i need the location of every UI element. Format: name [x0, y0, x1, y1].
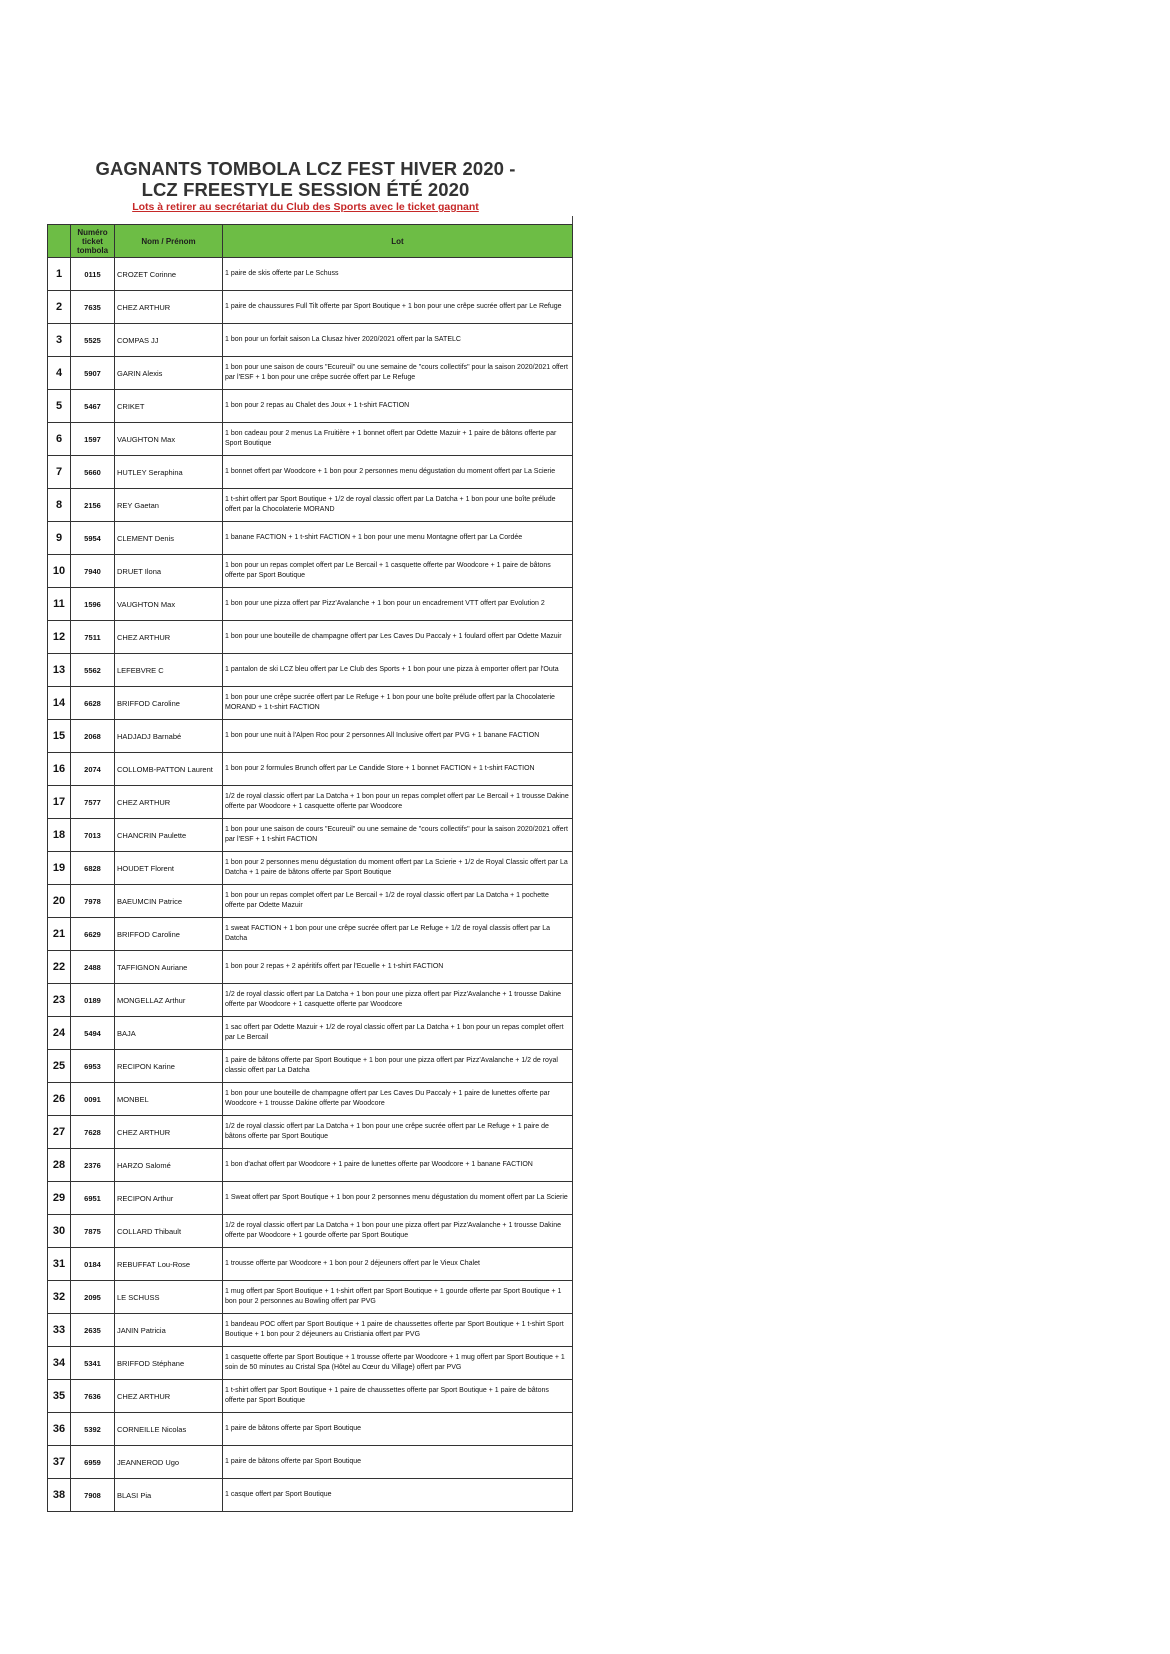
prize-description: 1 pantalon de ski LCZ bleu offert par Le Club des Sports + 1 bon pour une pizza à emporter offert par l'Outa	[223, 654, 573, 687]
ticket-number: 2635	[71, 1314, 115, 1347]
winner-name: GARIN Alexis	[115, 357, 223, 390]
ticket-number: 2376	[71, 1149, 115, 1182]
prize-description: 1 bon pour une bouteille de champagne offert par Les Caves Du Paccaly + 1 paire de lunettes offerte par Woodcore + 1 trousse Dakine offerte par Woodcore	[223, 1083, 573, 1116]
winner-name: LE SCHUSS	[115, 1281, 223, 1314]
table-header-row	[48, 225, 573, 258]
ticket-number: 5660	[71, 456, 115, 489]
row-index: 20	[48, 885, 71, 918]
winner-name: HADJADJ Barnabé	[115, 720, 223, 753]
ticket-number: 5954	[71, 522, 115, 555]
winners-table	[47, 224, 573, 1512]
table-row	[48, 1380, 573, 1413]
prize-description: 1 bon pour une saison de cours "Ecureuil" ou une semaine de "cours collectifs" pour la saison 2020/2021 offert par l'ESF + 1 bon pour une crêpe sucrée offert par Le Refuge	[223, 357, 573, 390]
winner-name: CHEZ ARTHUR	[115, 1380, 223, 1413]
row-index: 27	[48, 1116, 71, 1149]
row-index: 3	[48, 324, 71, 357]
ticket-number: 1597	[71, 423, 115, 456]
table-row	[48, 918, 573, 951]
prize-description: 1 bon pour une pizza offert par Pizz'Avalanche + 1 bon pour un encadrement VTT offert par Evolution 2	[223, 588, 573, 621]
prize-description: 1 sac offert par Odette Mazuir + 1/2 de royal classic offert par La Datcha + 1 bon pour un repas complet offert par Le Bercail	[223, 1017, 573, 1050]
row-index: 9	[48, 522, 71, 555]
page-title-line-1: GAGNANTS TOMBOLA LCZ FEST HIVER 2020 -	[95, 158, 516, 179]
table-row	[48, 1446, 573, 1479]
prize-description: 1 t-shirt offert par Sport Boutique + 1/2 de royal classic offert par La Datcha + 1 bon pour une boîte prélude offert par la Chocolaterie MORAND	[223, 489, 573, 522]
winner-name: JANIN Patricia	[115, 1314, 223, 1347]
prize-description: 1 mug offert par Sport Boutique + 1 t-shirt offert par Sport Boutique + 1 gourde offerte par Sport Boutique + 1 bon pour 2 personnes au Bowling offert par PVG	[223, 1281, 573, 1314]
table-row	[48, 1083, 573, 1116]
row-index: 37	[48, 1446, 71, 1479]
table-row	[48, 1215, 573, 1248]
table-row	[48, 984, 573, 1017]
table-row	[48, 786, 573, 819]
prize-description: 1 sweat FACTION + 1 bon pour une crêpe sucrée offert par Le Refuge + 1/2 de royal classis offert par La Datcha	[223, 918, 573, 951]
prize-description: 1/2 de royal classic offert par La Datcha + 1 bon pour une pizza offert par Pizz'Avalanche + 1 trousse Dakine offerte par Woodcore + 1 gourde offerte par Sport Boutique	[223, 1215, 573, 1248]
page-title-line-2: LCZ FREESTYLE SESSION ÉTÉ 2020	[141, 179, 470, 200]
row-index: 32	[48, 1281, 71, 1314]
row-index: 1	[48, 258, 71, 291]
prize-description: 1 casquette offerte par Sport Boutique + 1 trousse offerte par Woodcore + 1 mug offert par Sport Boutique + 1 soin de 50 minutes au Cristal Spa (Hôtel au Cœur du Village) offert par PVG	[223, 1347, 573, 1380]
row-index: 35	[48, 1380, 71, 1413]
table-row	[48, 1347, 573, 1380]
winner-name: REY Gaetan	[115, 489, 223, 522]
row-index: 31	[48, 1248, 71, 1281]
prize-description: 1 bonnet offert par Woodcore + 1 bon pour 2 personnes menu dégustation du moment offert par La Scierie	[223, 456, 573, 489]
prize-description: 1 bandeau POC offert par Sport Boutique + 1 paire de chaussettes offerte par Sport Boutique + 1 t-shirt Sport Boutique + 1 bon pour 2 déjeuners au Cristiania offert par PVG	[223, 1314, 573, 1347]
row-index: 29	[48, 1182, 71, 1215]
prize-description: 1 bon pour 2 repas au Chalet des Joux + 1 t-shirt FACTION	[223, 390, 573, 423]
page-subtitle: Lots à retirer au secrétariat du Club des Sports avec le ticket gagnant	[132, 201, 479, 213]
table-row	[48, 1413, 573, 1446]
winner-name: MONGELLAZ Arthur	[115, 984, 223, 1017]
table-row	[48, 1017, 573, 1050]
row-index: 34	[48, 1347, 71, 1380]
prize-description: 1 bon pour une bouteille de champagne offert par Les Caves Du Paccaly + 1 foulard offert par Odette Mazuir	[223, 621, 573, 654]
table-row	[48, 456, 573, 489]
table-body	[48, 258, 573, 1512]
winner-name: CHEZ ARTHUR	[115, 621, 223, 654]
prize-description: 1/2 de royal classic offert par La Datcha + 1 bon pour une pizza offert par Pizz'Avalanche + 1 trousse Dakine offerte par Woodcore + 1 casquette offerte par Woodcore	[223, 984, 573, 1017]
prize-description: 1 bon pour une nuit à l'Alpen Roc pour 2 personnes All Inclusive offert par PVG + 1 banane FACTION	[223, 720, 573, 753]
prize-description: 1 casque offert par Sport Boutique	[223, 1479, 573, 1512]
ticket-number: 5341	[71, 1347, 115, 1380]
winner-name: CROZET Corinne	[115, 258, 223, 291]
winner-name: REBUFFAT Lou-Rose	[115, 1248, 223, 1281]
winner-name: BLASI Pia	[115, 1479, 223, 1512]
winner-name: VAUGHTON Max	[115, 588, 223, 621]
winner-name: COLLOMB-PATTON Laurent	[115, 753, 223, 786]
ticket-number: 2074	[71, 753, 115, 786]
winner-name: BAEUMCIN Patrice	[115, 885, 223, 918]
winner-name: CHEZ ARTHUR	[115, 1116, 223, 1149]
row-index: 33	[48, 1314, 71, 1347]
table-row	[48, 687, 573, 720]
row-index: 2	[48, 291, 71, 324]
ticket-number: 5494	[71, 1017, 115, 1050]
table-row	[48, 390, 573, 423]
row-index: 26	[48, 1083, 71, 1116]
prize-description: 1 bon pour une saison de cours "Ecureuil" ou une semaine de "cours collectifs" pour la saison 2020/2021 offert par l'ESF + 1 t-shirt FACTION	[223, 819, 573, 852]
header-index	[48, 225, 71, 258]
table-row	[48, 1149, 573, 1182]
winner-name: BRIFFOD Stéphane	[115, 1347, 223, 1380]
table-row	[48, 852, 573, 885]
ticket-number: 1596	[71, 588, 115, 621]
prize-description: 1 trousse offerte par Woodcore + 1 bon pour 2 déjeuners offert par le Vieux Chalet	[223, 1248, 573, 1281]
table-row	[48, 291, 573, 324]
prize-description: 1 bon pour 2 personnes menu dégustation du moment offert par La Scierie + 1/2 de Royal Classic offert par La Datcha + 1 paire de bâtons offerte par Sport Boutique	[223, 852, 573, 885]
ticket-number: 5907	[71, 357, 115, 390]
row-index: 4	[48, 357, 71, 390]
table-row	[48, 753, 573, 786]
winner-name: CHANCRIN Paulette	[115, 819, 223, 852]
ticket-number: 0189	[71, 984, 115, 1017]
prize-description: 1 bon pour un repas complet offert par Le Bercail + 1 casquette offerte par Woodcore + 1 paire de bâtons offerte par Sport Boutique	[223, 555, 573, 588]
table-row	[48, 489, 573, 522]
winner-name: MONBEL	[115, 1083, 223, 1116]
ticket-number: 7013	[71, 819, 115, 852]
ticket-number: 6951	[71, 1182, 115, 1215]
table-row	[48, 720, 573, 753]
winner-name: CLEMENT Denis	[115, 522, 223, 555]
table-row	[48, 555, 573, 588]
row-index: 19	[48, 852, 71, 885]
table-row	[48, 654, 573, 687]
ticket-number: 0091	[71, 1083, 115, 1116]
row-index: 25	[48, 1050, 71, 1083]
winner-name: RECIPON Arthur	[115, 1182, 223, 1215]
table-row	[48, 423, 573, 456]
row-index: 13	[48, 654, 71, 687]
prize-description: 1 paire de chaussures Full Tilt offerte par Sport Boutique + 1 bon pour une crêpe sucrée offert par Le Refuge	[223, 291, 573, 324]
table-row	[48, 951, 573, 984]
row-index: 30	[48, 1215, 71, 1248]
table-row	[48, 621, 573, 654]
row-index: 18	[48, 819, 71, 852]
ticket-number: 2488	[71, 951, 115, 984]
row-index: 23	[48, 984, 71, 1017]
table-row	[48, 357, 573, 390]
row-index: 7	[48, 456, 71, 489]
ticket-number: 6828	[71, 852, 115, 885]
winner-name: HARZO Salomé	[115, 1149, 223, 1182]
prize-description: 1 t-shirt offert par Sport Boutique + 1 paire de chaussettes offerte par Sport Boutique + 1 paire de bâtons offerte par Sport Boutique	[223, 1380, 573, 1413]
row-index: 24	[48, 1017, 71, 1050]
ticket-number: 0115	[71, 258, 115, 291]
ticket-number: 5392	[71, 1413, 115, 1446]
ticket-number: 2156	[71, 489, 115, 522]
table-row	[48, 1248, 573, 1281]
ticket-number: 7577	[71, 786, 115, 819]
row-index: 36	[48, 1413, 71, 1446]
ticket-number: 7635	[71, 291, 115, 324]
row-index: 10	[48, 555, 71, 588]
table-row	[48, 588, 573, 621]
ticket-number: 7636	[71, 1380, 115, 1413]
row-index: 12	[48, 621, 71, 654]
ticket-number: 0184	[71, 1248, 115, 1281]
prize-description: 1 Sweat offert par Sport Boutique + 1 bon pour 2 personnes menu dégustation du moment offert par La Scierie	[223, 1182, 573, 1215]
ticket-number: 7628	[71, 1116, 115, 1149]
ticket-number: 6628	[71, 687, 115, 720]
ticket-number: 7511	[71, 621, 115, 654]
table-row	[48, 258, 573, 291]
table-row	[48, 1050, 573, 1083]
table-row	[48, 885, 573, 918]
header-name: Nom / Prénom	[115, 225, 223, 258]
prize-description: 1 paire de bâtons offerte par Sport Boutique + 1 bon pour une pizza offert par Pizz'Avalanche + 1/2 de royal classic offert par La Datcha	[223, 1050, 573, 1083]
ticket-number: 7908	[71, 1479, 115, 1512]
prize-description: 1 bon pour 2 formules Brunch offert par Le Candide Store + 1 bonnet FACTION + 1 t-shirt FACTION	[223, 753, 573, 786]
prize-description: 1 bon pour un forfait saison La Clusaz hiver 2020/2021 offert par la SATELC	[223, 324, 573, 357]
table-row	[48, 819, 573, 852]
ticket-number: 5525	[71, 324, 115, 357]
winner-name: TAFFIGNON Auriane	[115, 951, 223, 984]
ticket-number: 7875	[71, 1215, 115, 1248]
row-index: 15	[48, 720, 71, 753]
row-index: 5	[48, 390, 71, 423]
prize-description: 1 bon pour une crêpe sucrée offert par Le Refuge + 1 bon pour une boîte prélude offert par la Chocolaterie MORAND + 1 t-shirt FACTION	[223, 687, 573, 720]
table-row	[48, 1479, 573, 1512]
winner-name: JEANNEROD Ugo	[115, 1446, 223, 1479]
ticket-number: 5467	[71, 390, 115, 423]
ticket-number: 7940	[71, 555, 115, 588]
winner-name: HUTLEY Seraphina	[115, 456, 223, 489]
row-index: 28	[48, 1149, 71, 1182]
winner-name: COLLARD Thibault	[115, 1215, 223, 1248]
table-row	[48, 1182, 573, 1215]
row-index: 22	[48, 951, 71, 984]
winner-name: CORNEILLE Nicolas	[115, 1413, 223, 1446]
row-index: 11	[48, 588, 71, 621]
winner-name: COMPAS JJ	[115, 324, 223, 357]
winner-name: DRUET Ilona	[115, 555, 223, 588]
table-row	[48, 1281, 573, 1314]
table-row	[48, 1314, 573, 1347]
prize-description: 1 paire de bâtons offerte par Sport Boutique	[223, 1413, 573, 1446]
table-row	[48, 1116, 573, 1149]
prize-description: 1 paire de skis offerte par Le Schuss	[223, 258, 573, 291]
prize-description: 1 bon pour un repas complet offert par Le Bercail + 1/2 de royal classic offert par La Datcha + 1 pochette offerte par Odette Mazuir	[223, 885, 573, 918]
prize-description: 1/2 de royal classic offert par La Datcha + 1 bon pour un repas complet offert par Le Bercail + 1 trousse Dakine offerte par Woodcore + 1 casquette offerte par Woodcore	[223, 786, 573, 819]
header-lot: Lot	[223, 225, 573, 258]
row-index: 16	[48, 753, 71, 786]
winner-name: HOUDET Florent	[115, 852, 223, 885]
winner-name: BRIFFOD Caroline	[115, 687, 223, 720]
prize-description: 1 bon d'achat offert par Woodcore + 1 paire de lunettes offerte par Woodcore + 1 banane FACTION	[223, 1149, 573, 1182]
winner-name: BRIFFOD Caroline	[115, 918, 223, 951]
winner-name: CHEZ ARTHUR	[115, 786, 223, 819]
ticket-number: 2095	[71, 1281, 115, 1314]
row-index: 8	[48, 489, 71, 522]
ticket-number: 6953	[71, 1050, 115, 1083]
row-index: 21	[48, 918, 71, 951]
prize-description: 1 bon cadeau pour 2 menus La Fruitière + 1 bonnet offert par Odette Mazuir + 1 paire de bâtons offerte par Sport Boutique	[223, 423, 573, 456]
header-ticket-number: Numéro ticket tombola	[71, 225, 115, 258]
winner-name: BAJA	[115, 1017, 223, 1050]
prize-description: 1/2 de royal classic offert par La Datcha + 1 bon pour une crêpe sucrée offert par Le Refuge + 1 paire de bâtons offerte par Sport Boutique	[223, 1116, 573, 1149]
winner-name: CHEZ ARTHUR	[115, 291, 223, 324]
winner-name: RECIPON Karine	[115, 1050, 223, 1083]
table-row	[48, 324, 573, 357]
winner-name: LEFEBVRE C	[115, 654, 223, 687]
ticket-number: 6629	[71, 918, 115, 951]
row-index: 17	[48, 786, 71, 819]
winner-name: CRIKET	[115, 390, 223, 423]
table-row	[48, 522, 573, 555]
ticket-number: 7978	[71, 885, 115, 918]
winner-name: VAUGHTON Max	[115, 423, 223, 456]
row-index: 6	[48, 423, 71, 456]
ticket-number: 6959	[71, 1446, 115, 1479]
prize-description: 1 bon pour 2 repas + 2 apéritifs offert par l'Ecuelle + 1 t-shirt FACTION	[223, 951, 573, 984]
row-index: 14	[48, 687, 71, 720]
prize-description: 1 banane FACTION + 1 t-shirt FACTION + 1 bon pour une menu Montagne offert par La Cordée	[223, 522, 573, 555]
prize-description: 1 paire de bâtons offerte par Sport Boutique	[223, 1446, 573, 1479]
ticket-number: 2068	[71, 720, 115, 753]
ticket-number: 5562	[71, 654, 115, 687]
row-index: 38	[48, 1479, 71, 1512]
